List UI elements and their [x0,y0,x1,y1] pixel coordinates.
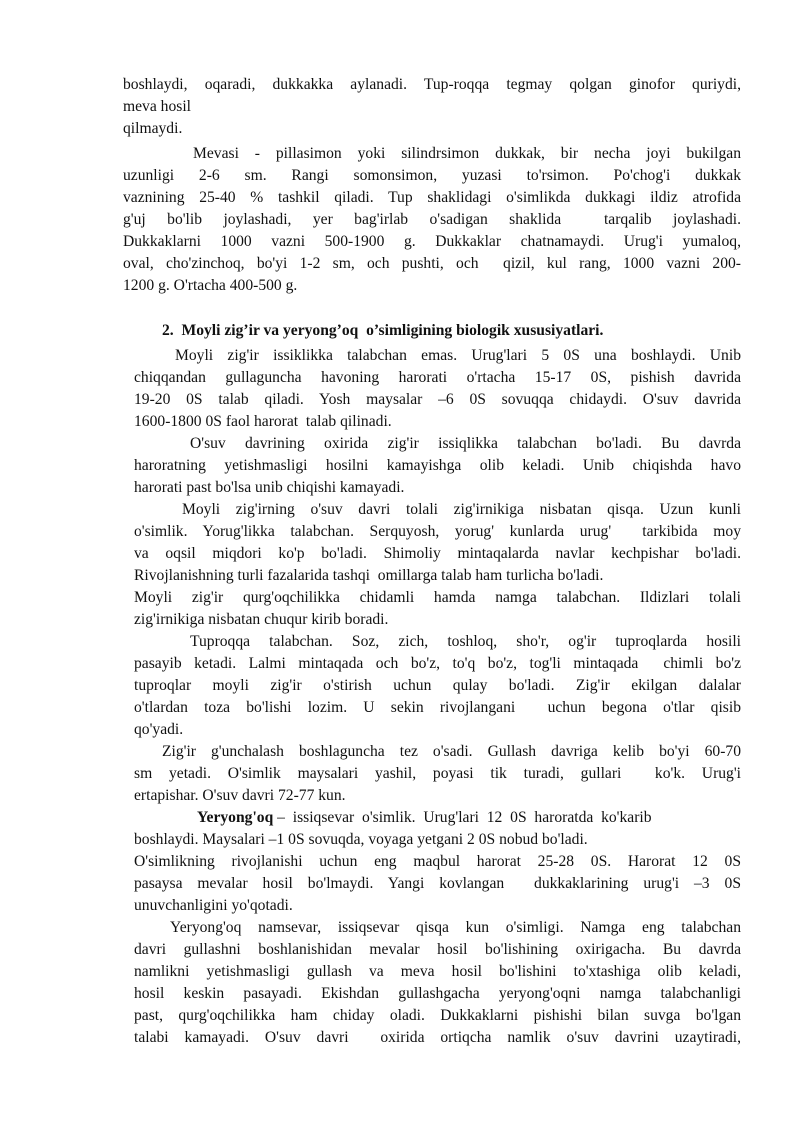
text-line: 19-20 0S talab qiladi. Yosh maysalar –6 0S sovuqqa chidaydi. O'suv davrida [134,391,741,408]
text-line: 1600-1800 0S faol harorat talab qilinadi. [134,413,392,430]
text-line: Tuproqqa talabchan. Soz, zich, toshloq, sho'r, og'ir tuproqlarda hosili [190,633,741,650]
text-line: chiqqandan gullaguncha havoning harorati o'rtacha 15-17 0S, pishish davrida [134,369,741,386]
text-span: – issiqsevar o'simlik. Urug'lari 12 0S haroratda ko'karib [273,809,652,826]
text-line: boshlaydi, oqaradi, dukkakka aylanadi. Tup-roqqa tegmay qolgan ginofor quriydi, [123,76,741,93]
text-line: namlikni yetishmasligi gullash va meva hosil bo'lishini to'xtashiga olib keladi, [134,963,741,980]
text-line: zig'irnikiga nisbatan chuqur kirib boradi. [134,611,389,628]
text-line: hosil keskin pasayadi. Ekishdan gullashgacha yeryong'oqni namga talabchanligi [134,985,741,1002]
text-line: O'simlikning rivojlanishi uchun eng maqbul harorat 25-28 0S. Harorat 12 0S [134,853,741,870]
text-line: haroratning yetishmasligi hosilni kamayishga olib keladi. Unib chiqishda havo [134,457,741,474]
text-line: pasayib ketadi. Lalmi mintaqada och bo'z, to'q bo'z, tog'li mintaqada chimli bo'z [134,655,741,672]
text-line: qilmaydi. [123,120,183,137]
text-line: Rivojlanishning turli fazalarida tashqi omillarga talab ham turlicha bo'ladi. [134,567,604,584]
text-line: Zig'ir g'unchalash boshlaguncha tez o'sadi. Gullash davriga kelib bo'yi 60-70 [162,743,741,760]
text-line: meva hosil [123,98,191,115]
text-line: o'tlardan toza bo'lishi lozim. U sekin rivojlangani uchun begona o'tlar qisib [134,699,741,716]
text-line: boshlaydi. Maysalari –1 0S sovuqda, voyaga yetgani 2 0S nobud bo'ladi. [134,831,588,848]
text-line: harorati past bo'lsa unib chiqishi kamayadi. [134,479,405,496]
text-line: Moyli zig'ir issiklikka talabchan emas. Urug'lari 5 0S una boshlaydi. Unib [175,347,741,364]
text-line: pasaysa mevalar hosil bo'lmaydi. Yangi kovlangan dukkaklarining urug'i –3 0S [134,875,741,892]
text-line: qo'yadi. [134,721,184,738]
text-line: vaznining 25-40 % tashkil qiladi. Tup shaklidagi o'simlikda dukkagi ildiz atrofida [123,189,741,206]
text-line: oval, cho'zinchoq, bo'yi 1-2 sm, och pushti, och qizil, kul rang, 1000 vazni 200- [123,255,741,272]
text-line: past, qurg'oqchilikka ham chiday oladi. Dukkaklarni pishishi bilan suvga bo'lgan [134,1007,741,1024]
bold-term: Yeryong'oq [197,809,274,826]
text-line: uzunligi 2-6 sm. Rangi somonsimon, yuzasi to'rsimon. Po'chog'i dukkak [123,167,741,184]
text-line: 1200 g. O'rtacha 400-500 g. [123,277,298,294]
text-line: talabi kamayadi. O'suv davri oxirida ortiqcha namlik o'suv davrini uzaytiradi, [134,1029,741,1046]
text-line: unuvchanligini yo'qotadi. [134,897,293,914]
section-heading: 2. Moyli zig’ir va yeryong’oq o’simligining biologik xususiyatlari. [162,322,604,339]
text-line [197,807,652,829]
text-line: Moyli zig'irning o'suv davri tolali zig'irnikiga nisbatan qisqa. Uzun kunli [182,501,741,518]
text-line: sm yetadi. O'simlik maysalari yashil, poyasi tik turadi, gullari ko'k. Urug'i [134,765,741,782]
text-line: davri gullashni boshlanishidan mevalar hosil bo'lishining oxirigacha. Bu davrda [134,941,741,958]
text-line: O'suv davrining oxirida zig'ir issiqlikka talabchan bo'ladi. Bu davrda [190,435,741,452]
text-line: tuproqlar moyli zig'ir o'stirish uchun qulay bo'ladi. Zig'ir ekilgan dalalar [134,677,741,694]
text-line: Mevasi - pillasimon yoki silindrsimon dukkak, bir necha joyi bukilgan [193,145,741,162]
text-line: Dukkaklarni 1000 vazni 500-1900 g. Dukkaklar chatnamaydi. Urug'i yumaloq, [123,233,741,250]
text-line: va oqsil miqdori ko'p bo'ladi. Shimoliy mintaqalarda navlar kechpishar bo'ladi. [134,545,741,562]
text-line: Yeryong'oq namsevar, issiqsevar qisqa kun o'simligi. Namga eng talabchan [170,919,741,936]
text-line: g'uj bo'lib joylashadi, yer bag'irlab o'sadigan shaklida tarqalib joylashadi. [123,211,741,228]
text-line: ertapishar. O'suv davri 72-77 kun. [134,787,346,804]
text-line: Moyli zig'ir qurg'oqchilikka chidamli hamda namga talabchan. Ildizlari tolali [134,589,741,606]
text-line: o'simlik. Yorug'likka talabchan. Serquyosh, yorug' kunlarda urug' tarkibida moy [134,523,741,540]
